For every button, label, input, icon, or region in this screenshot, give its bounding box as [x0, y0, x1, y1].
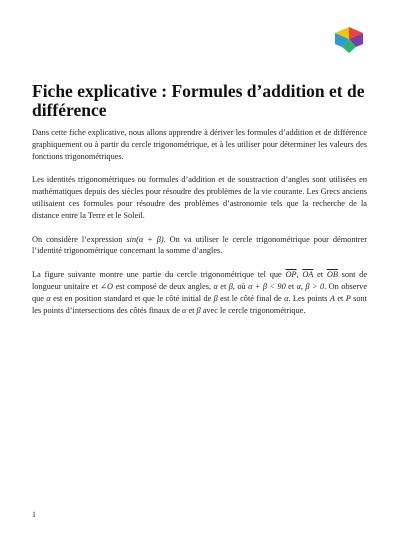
math-point-p: P — [345, 293, 351, 303]
math-angle-o: ∠O — [100, 281, 114, 291]
math-alpha: α — [213, 281, 218, 291]
paragraph-expression — [32, 234, 367, 258]
text-run: est en position standard et que le côté initial de — [50, 293, 214, 303]
paragraph-figure-description — [32, 269, 367, 316]
nagwa-logo-icon — [333, 27, 365, 53]
math-alpha: α — [182, 305, 187, 315]
page-title: Fiche explicative : Formules d’addition et de différence — [32, 81, 365, 120]
text-run: sont les points d’intersections des côtés finaux de — [32, 293, 367, 315]
page-number: 1 — [32, 510, 36, 519]
text-run: avec le cercle trigonométrique. — [200, 305, 306, 315]
text-run: . On va utiliser le cercle trigonométrique pour démontrer l’identité trigonométrique concernant la somme d’angles. — [32, 234, 367, 256]
text-run: On considère l’expression — [32, 234, 127, 244]
math-beta: β — [228, 281, 233, 291]
text-run: sont de longueur unitaire et — [32, 270, 368, 291]
text-run: est le côté final de — [217, 293, 285, 303]
math-segment-ob: $\overline{OB}$ — [326, 270, 338, 280]
math-alpha: α — [46, 293, 51, 303]
math-beta: β — [213, 293, 218, 303]
text-run: , où — [232, 281, 249, 291]
text-run: et — [186, 305, 197, 315]
document-body — [32, 127, 367, 328]
text-run: . On observe que — [32, 281, 367, 303]
text-run: , — [296, 270, 303, 280]
text-run: et — [285, 281, 297, 291]
text-run: . Les points — [288, 293, 330, 303]
math-beta: β — [196, 305, 201, 315]
paragraph-intro: Dans cette fiche explicative, nous allons apprendre à dériver les formules d’addition et de différence graphiquement ou à partir du cercle trigonométrique, et à les utiliser pour déterminer les valeurs des fonctions trigonométriques. — [32, 128, 367, 161]
text-run: et — [217, 281, 229, 291]
math-sum-bound: α + β < 90 — [248, 281, 286, 291]
text-run: et — [313, 270, 327, 280]
text-run: La figure suivante montre une partie du cercle trigonométrique tel que — [32, 270, 286, 280]
math-alpha: α — [284, 293, 289, 303]
math-segment-oa: $\overline{OA}$ — [302, 270, 314, 280]
text-run: est composé de deux angles, — [113, 281, 214, 291]
math-point-a: A — [329, 293, 335, 303]
math-sin-sum: sin(α + β) — [126, 234, 164, 244]
text-run: et — [334, 293, 346, 303]
math-positive-angles: α, β > 0 — [296, 281, 325, 291]
paragraph-history: Les identités trigonométriques ou formules d’addition et de soustraction d’angles sont utilisées en mathématiques depuis des siècles pour résoudre des problèmes de la vie courante. Les Grecs anciens utilisaient ces formules pour résoudre des problèmes d’astronomie tels que la recherche de la distance entre la Terre et le Soleil. — [32, 175, 367, 220]
math-segment-op: $\overline{OP}$ — [285, 270, 297, 280]
